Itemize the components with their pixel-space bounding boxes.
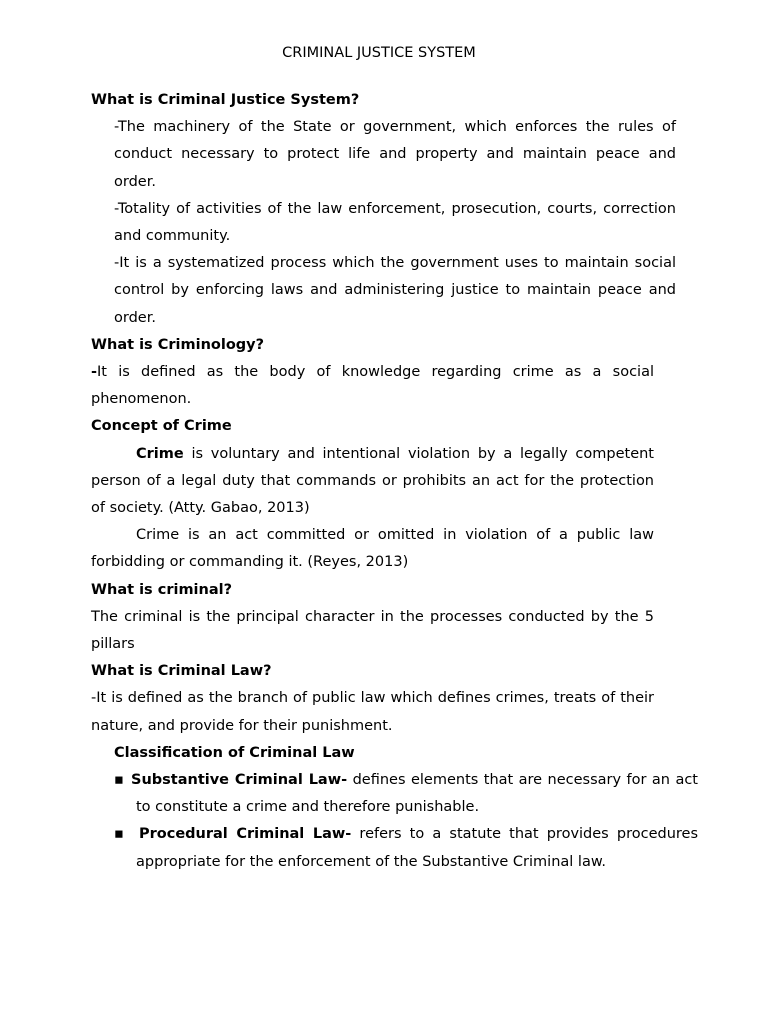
crime-definition-2: Crime is an act committed or omitted in violation of a public law forbidding or commanding it. (Reyes, 2013): [91, 527, 654, 571]
procedural-law-term: Procedural Criminal Law-: [139, 826, 352, 843]
cjs-definition-2: -Totality of activities of the law enforcement, prosecution, courts, correction and community.: [114, 200, 676, 245]
criminology-dash: -: [91, 364, 98, 381]
substantive-law-text: defines elements that are necessary for an act to constitute a crime and therefore punishable.: [136, 772, 698, 816]
crime-term: Crime: [136, 445, 184, 462]
cjs-definition-1: -The machinery of the State or government, which enforces the rules of conduct necessary to protect life and property and maintain peace and order.: [114, 119, 676, 190]
heading-classification-criminal-law: Classification of Criminal Law: [114, 744, 355, 761]
criminal-definition: The criminal is the principal character in the processes conducted by the 5 pillars: [91, 608, 654, 653]
heading-concept-of-crime: Concept of Crime: [91, 418, 232, 435]
crime-definition-1: [91, 441, 654, 523]
heading-criminal-law: What is Criminal Law?: [91, 663, 272, 680]
substantive-law-term: Substantive Criminal Law-: [131, 772, 348, 789]
criminology-definition: [91, 359, 654, 413]
list-item-procedural-law: [114, 821, 698, 875]
criminal-law-definition: -It is defined as the branch of public law which defines crimes, treats of their nature, and provide for their punishment.: [91, 690, 654, 734]
procedural-law-text: refers to a statute that provides procedures appropriate for the enforcement of the Substantive Criminal law.: [136, 826, 698, 870]
bullet-square-icon: ▪: [114, 826, 124, 843]
heading-criminology: What is Criminology?: [91, 336, 265, 353]
list-item-substantive-law: [114, 767, 698, 821]
document-body: [91, 87, 698, 876]
document-title: CRIMINAL JUSTICE SYSTEM: [282, 45, 476, 61]
bullet-square-icon: ▪: [114, 772, 124, 789]
crime-definition-1-text: is voluntary and intentional violation by a legally competent person of a legal duty that commands or prohibits an act for the protection of society. (Atty. Gabao, 2013): [91, 445, 654, 517]
heading-criminal-justice-system: What is Criminal Justice System?: [91, 92, 360, 108]
criminology-text: It is defined as the body of knowledge regarding crime as a social phenomenon.: [91, 364, 654, 408]
cjs-definition-3: -It is a systematized process which the government uses to maintain social control by enforcing laws and administering justice to maintain peace and order.: [114, 255, 676, 326]
heading-what-is-criminal: What is criminal?: [91, 581, 233, 598]
